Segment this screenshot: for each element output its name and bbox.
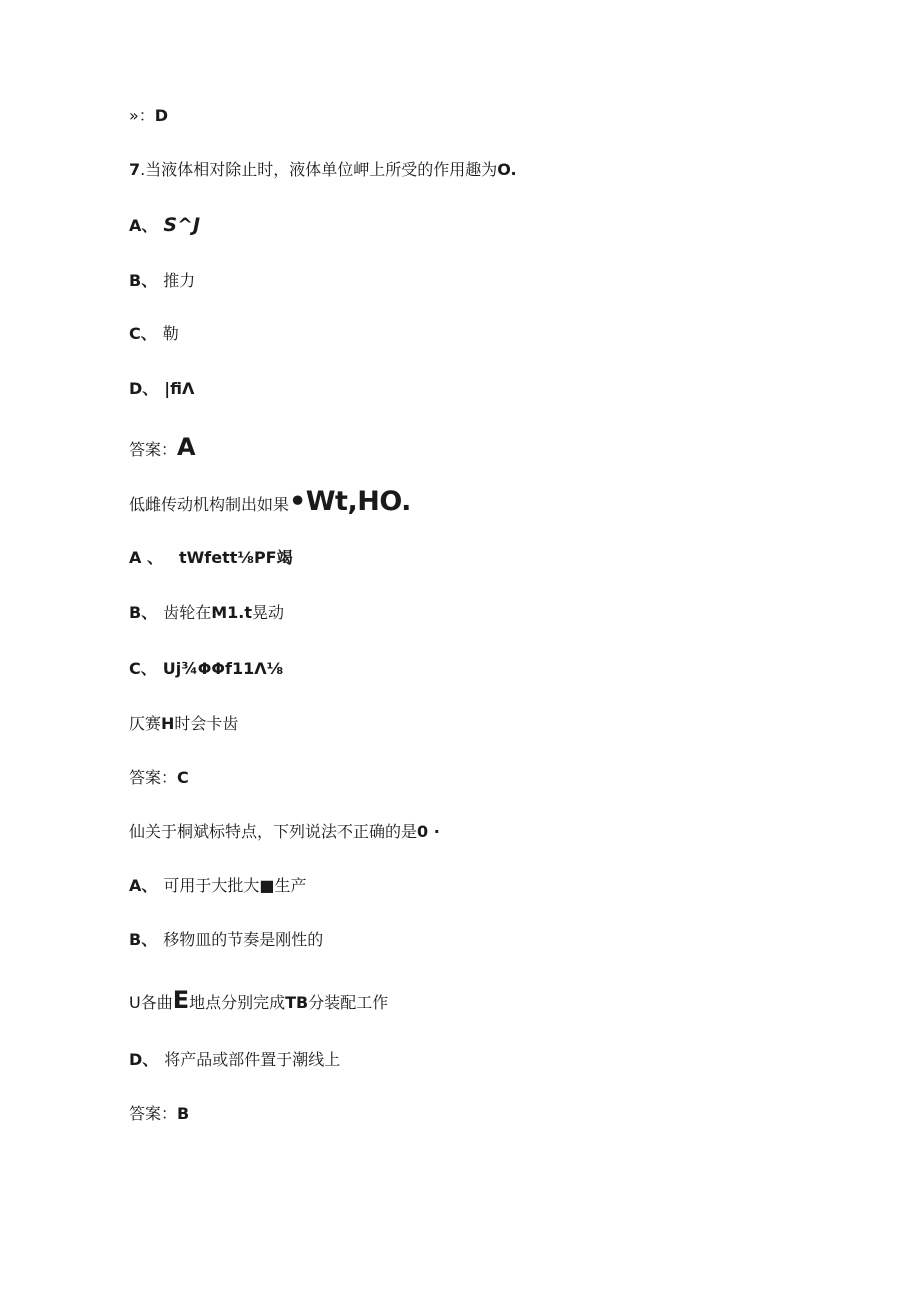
option-text-bold: TB <box>285 993 309 1012</box>
option-7b <box>129 270 195 292</box>
answer-9 <box>129 1103 189 1125</box>
answer-label: 答案： <box>129 1104 178 1123</box>
question-tail: O. <box>497 160 517 179</box>
option-label: D、 <box>129 1050 159 1069</box>
question-8 <box>129 486 411 517</box>
option-9c <box>129 986 389 1014</box>
option-label: B、 <box>129 930 158 949</box>
answer-prefix: »： <box>129 106 155 125</box>
option-label: B、 <box>129 271 158 290</box>
option-8d <box>129 713 238 735</box>
option-text: 可用于大批大■生产 <box>163 876 307 895</box>
option-label: A 、 <box>129 548 163 567</box>
answer-value: C <box>177 768 189 787</box>
option-text: 时会卡齿 <box>174 714 239 733</box>
option-text: 移物皿的节奏是刚性的 <box>163 930 324 949</box>
answer-value: A <box>177 433 196 461</box>
option-text: Uj¾ΦΦf11Λ⅛ <box>162 659 284 678</box>
option-text-tail: 分装配工作 <box>308 993 389 1012</box>
option-label: D、 <box>129 379 159 398</box>
option-label: B、 <box>129 603 158 622</box>
option-label: A、 <box>129 216 158 235</box>
option-text-bold: M1.t <box>211 603 252 622</box>
question-tail: 0 · <box>417 822 440 841</box>
option-text-bold: H <box>161 714 175 733</box>
answer-label: 答案： <box>129 440 178 459</box>
option-text: 将产品或部件置于潮线上 <box>164 1050 341 1069</box>
answer-label: 答案： <box>129 768 178 787</box>
option-label: C、 <box>129 659 157 678</box>
option-text: tWfett⅛PF竭 <box>178 548 293 567</box>
option-text: 勒 <box>162 324 179 343</box>
answer-value: D <box>154 106 169 125</box>
option-text: 齿轮在 <box>163 603 212 622</box>
option-text: 推力 <box>163 271 196 290</box>
question-text: 仙关于桐斌标特点，下列说法不正确的是 <box>129 822 418 841</box>
option-7a <box>129 214 200 237</box>
answer-value: B <box>177 1104 190 1123</box>
option-8b <box>129 602 284 624</box>
option-prefix: 仄赛 <box>129 714 162 733</box>
question-number: 7 <box>129 160 141 179</box>
option-7d <box>129 378 194 400</box>
option-text-tail: 晃动 <box>252 603 285 622</box>
option-text: 地点分别完成 <box>189 993 286 1012</box>
option-7c <box>129 323 179 345</box>
option-9a <box>129 875 307 897</box>
answer-line-prev <box>129 105 168 127</box>
question-tail: •Wt,HO. <box>289 486 411 517</box>
option-prefix: U各曲 <box>129 993 173 1012</box>
option-label: C、 <box>129 324 157 343</box>
question-7 <box>129 159 517 181</box>
option-9d <box>129 1049 340 1071</box>
option-text: |fiΛ <box>164 379 195 398</box>
answer-7 <box>129 433 196 461</box>
option-8a <box>129 547 293 569</box>
question-text: 低雌传动机构制出如果 <box>129 495 290 514</box>
question-9 <box>129 821 440 843</box>
option-label: A、 <box>129 876 158 895</box>
option-9b <box>129 929 323 951</box>
option-text: S^J <box>163 214 201 236</box>
question-text: .当液体相对除止时，液体单位岬上所受的作用趣为 <box>140 160 498 179</box>
option-8c <box>129 658 283 680</box>
option-text-big: E <box>172 986 190 1014</box>
answer-8 <box>129 767 189 789</box>
